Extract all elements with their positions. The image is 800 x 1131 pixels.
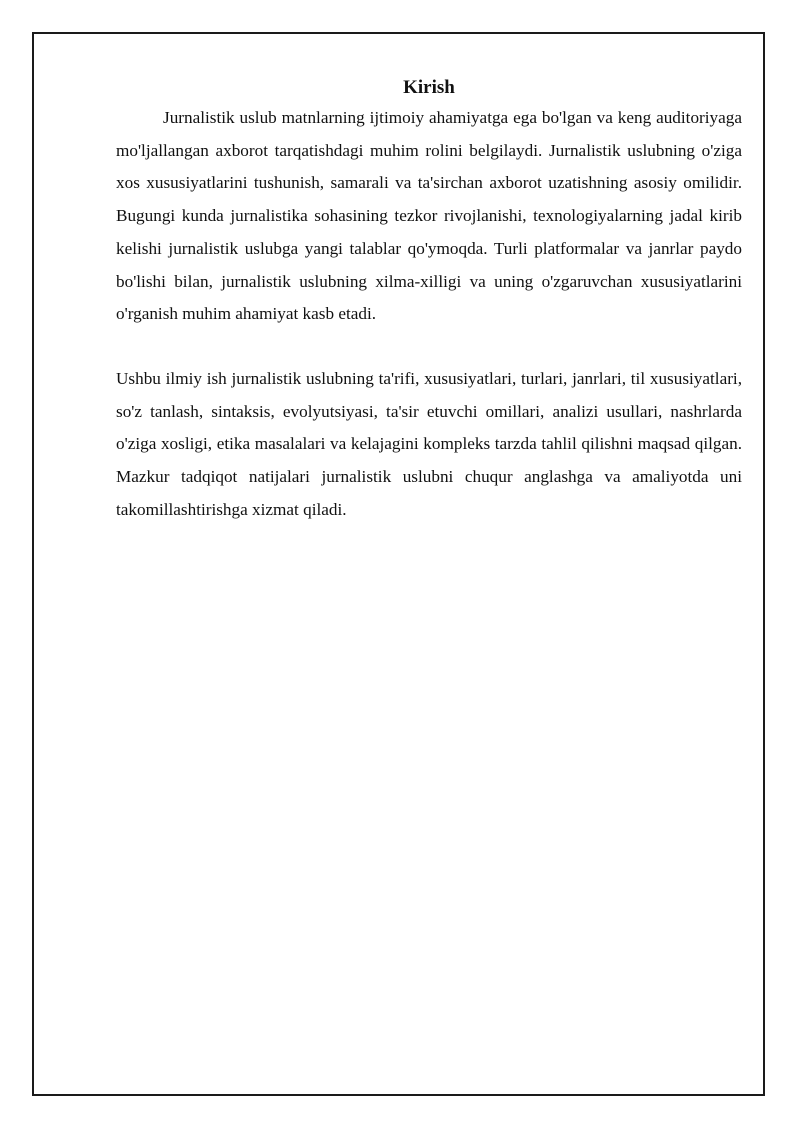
paragraph-purpose: Ushbu ilmiy ish jurnalistik uslubning ta'rifi, xususiyatlari, turlari, janrlari, til xususiyatlari, so'z tanlash, sintaksis, evolyutsiyasi, ta'sir etuvchi omillari, analizi usullari, nashrlarda o'ziga xosligi, etika masalalari va kelajagini kompleks tarzda tahlil qilishni maqsad qilgan. Mazkur tadqiqot natijalari jurnalistik uslubni chuqur anglashga va amaliyotda uni takomillashtirishga xizmat qiladi. [116, 368, 742, 519]
paragraph-intro: Jurnalistik uslub matnlarning ijtimoiy ahamiyatga ega bo'lgan va keng auditoriyaga mo'ljallangan axborot tarqatishdagi muhim rolini belgilaydi. Jurnalistik uslubning o'ziga xos xususiyatlarini tushunish, samarali va ta'sirchan axborot uzatishning asosiy omilidir. Bugungi kunda jurnalistika sohasining tezkor rivojlanishi, texnologiyalarning jadal kirib kelishi jurnalistik uslubga yangi talablar qo'ymoqda. Turli platformalar va janrlar paydo bo'lishi bilan, jurnalistik uslubning xilma-xilligi va uning o'zgaruvchan xususiyatlarini o'rganish muhim ahamiyat kasb etadi. [116, 108, 742, 324]
document-title: Kirish [403, 77, 455, 98]
document-body [116, 74, 742, 526]
paragraph-spacer [116, 331, 742, 363]
